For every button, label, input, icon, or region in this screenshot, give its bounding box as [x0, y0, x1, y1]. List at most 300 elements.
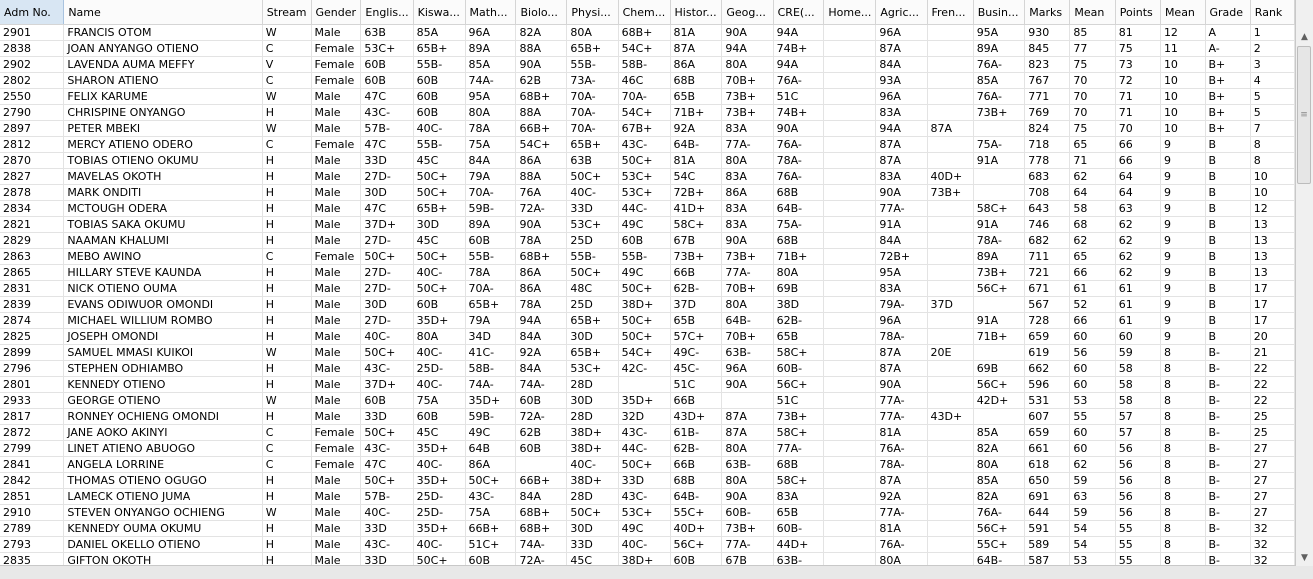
table-row[interactable]	[0, 249, 1295, 265]
table-cell[interactable]: 51C	[773, 89, 824, 105]
table-cell[interactable]: W	[262, 345, 311, 361]
table-cell[interactable]: 70B+	[722, 329, 773, 345]
table-cell[interactable]: 2838	[0, 41, 64, 57]
table-row[interactable]	[0, 217, 1295, 233]
table-cell[interactable]	[516, 457, 567, 473]
table-cell[interactable]: 75A	[465, 137, 516, 153]
table-cell[interactable]: 40C-	[361, 505, 413, 521]
table-cell[interactable]: 9	[1160, 249, 1205, 265]
table-cell[interactable]: 66B+	[516, 473, 567, 489]
table-cell[interactable]: 8	[1160, 537, 1205, 553]
table-cell[interactable]: 53C+	[567, 217, 618, 233]
table-cell[interactable]: 62B-	[670, 441, 722, 457]
table-cell[interactable]: 92A	[516, 345, 567, 361]
table-cell[interactable]: 43C-	[361, 105, 413, 121]
table-cell[interactable]: B+	[1205, 57, 1250, 73]
table-cell[interactable]: H	[262, 409, 311, 425]
table-cell[interactable]: B-	[1205, 521, 1250, 537]
table-cell[interactable]: 28D	[567, 409, 618, 425]
table-cell[interactable]: Male	[311, 313, 361, 329]
table-cell[interactable]: 2793	[0, 537, 64, 553]
table-cell[interactable]: 56	[1115, 505, 1160, 521]
table-row[interactable]	[0, 425, 1295, 441]
table-cell[interactable]: 54C+	[618, 345, 670, 361]
table-cell[interactable]	[824, 489, 876, 505]
table-cell[interactable]: 25D	[567, 297, 618, 313]
table-cell[interactable]	[927, 329, 973, 345]
column-header[interactable]: Adm No.	[0, 0, 64, 25]
table-cell[interactable]: 28D	[567, 489, 618, 505]
table-cell[interactable]	[927, 233, 973, 249]
table-cell[interactable]: 54C+	[516, 137, 567, 153]
table-cell[interactable]: 40D+	[927, 169, 973, 185]
table-cell[interactable]: 50C+	[567, 265, 618, 281]
table-cell[interactable]: 66	[1115, 153, 1160, 169]
table-cell[interactable]: 60B	[516, 441, 567, 457]
table-cell[interactable]: 90A	[722, 377, 773, 393]
table-cell[interactable]: 55B-	[465, 249, 516, 265]
table-cell[interactable]: 57C+	[670, 329, 722, 345]
table-cell[interactable]: 21	[1250, 345, 1294, 361]
table-cell[interactable]	[927, 153, 973, 169]
table-cell[interactable]: 76A-	[973, 505, 1025, 521]
table-cell[interactable]: 53C+	[567, 361, 618, 377]
table-cell[interactable]: 65B+	[413, 41, 465, 57]
table-cell[interactable]: 74A-	[465, 377, 516, 393]
table-cell[interactable]: C	[262, 41, 311, 57]
table-cell[interactable]: 35D+	[413, 473, 465, 489]
table-cell[interactable]: 60B	[413, 297, 465, 313]
table-cell[interactable]: H	[262, 105, 311, 121]
table-cell[interactable]: 2799	[0, 441, 64, 457]
table-cell[interactable]: 54C	[670, 169, 722, 185]
table-cell[interactable]: 77A-	[722, 137, 773, 153]
table-cell[interactable]: B-	[1205, 537, 1250, 553]
table-cell[interactable]: 88A	[516, 105, 567, 121]
table-cell[interactable]: Male	[311, 281, 361, 297]
table-cell[interactable]: 65B+	[413, 201, 465, 217]
table-cell[interactable]	[927, 249, 973, 265]
table-cell[interactable]: 60B	[465, 233, 516, 249]
table-cell[interactable]: 76A-	[973, 89, 1025, 105]
table-cell[interactable]: 94A	[773, 57, 824, 73]
table-cell[interactable]: 33D	[618, 473, 670, 489]
table-cell[interactable]: 2878	[0, 185, 64, 201]
table-cell[interactable]: 9	[1160, 169, 1205, 185]
table-cell[interactable]: 78A	[465, 121, 516, 137]
table-row[interactable]	[0, 377, 1295, 393]
table-cell[interactable]: 718	[1025, 137, 1070, 153]
table-cell[interactable]: 58	[1115, 361, 1160, 377]
table-cell[interactable]: 2834	[0, 201, 64, 217]
table-cell[interactable]: 45C	[413, 153, 465, 169]
scroll-down-icon[interactable]: ▼	[1301, 552, 1308, 563]
table-cell[interactable]: 659	[1025, 329, 1070, 345]
table-cell[interactable]: 78A-	[973, 233, 1025, 249]
table-cell[interactable]: 80A	[773, 265, 824, 281]
table-cell[interactable]: 55	[1115, 553, 1160, 567]
table-cell[interactable]: 662	[1025, 361, 1070, 377]
table-cell[interactable]: 62	[1115, 217, 1160, 233]
table-cell[interactable]: 49C	[618, 265, 670, 281]
table-cell[interactable]: 13	[1250, 249, 1294, 265]
table-cell[interactable]: 64	[1070, 185, 1115, 201]
table-cell[interactable]: B	[1205, 217, 1250, 233]
table-row[interactable]	[0, 121, 1295, 137]
table-cell[interactable]: 683	[1025, 169, 1070, 185]
table-cell[interactable]: 70A-	[618, 89, 670, 105]
table-cell[interactable]: KENNEDY OTIENO	[64, 377, 262, 393]
table-cell[interactable]: 77A-	[876, 201, 927, 217]
table-cell[interactable]: 95A	[973, 25, 1025, 41]
table-cell[interactable]: 56C+	[973, 281, 1025, 297]
table-cell[interactable]: 88A	[516, 169, 567, 185]
table-cell[interactable]: 83A	[722, 217, 773, 233]
table-cell[interactable]: 82A	[973, 441, 1025, 457]
table-cell[interactable]: 90A	[722, 489, 773, 505]
table-cell[interactable]: 43D+	[670, 409, 722, 425]
table-cell[interactable]: 32D	[618, 409, 670, 425]
table-cell[interactable]: 12	[1160, 25, 1205, 41]
table-cell[interactable]	[824, 361, 876, 377]
table-cell[interactable]: 35D+	[465, 393, 516, 409]
table-cell[interactable]: 70B+	[722, 73, 773, 89]
table-cell[interactable]: 61B-	[670, 425, 722, 441]
table-cell[interactable]: B	[1205, 281, 1250, 297]
table-cell[interactable]: GIFTON OKOTH	[64, 553, 262, 567]
table-cell[interactable]: 80A	[722, 473, 773, 489]
table-cell[interactable]: 77A-	[722, 265, 773, 281]
table-cell[interactable]: 43C-	[618, 489, 670, 505]
table-cell[interactable]: DANIEL OKELLO OTIENO	[64, 537, 262, 553]
table-cell[interactable]: 30D	[567, 521, 618, 537]
table-cell[interactable]: 94A	[773, 25, 824, 41]
table-cell[interactable]	[824, 521, 876, 537]
table-cell[interactable]: 65B+	[567, 313, 618, 329]
column-header[interactable]: Englis...	[361, 0, 413, 25]
table-cell[interactable]: 49C	[618, 217, 670, 233]
table-cell[interactable]: 66B	[670, 265, 722, 281]
table-cell[interactable]	[824, 425, 876, 441]
table-cell[interactable]: 84A	[876, 233, 927, 249]
table-cell[interactable]: W	[262, 393, 311, 409]
table-cell[interactable]: 91A	[876, 217, 927, 233]
table-cell[interactable]	[824, 185, 876, 201]
table-cell[interactable]	[824, 105, 876, 121]
table-cell[interactable]: 75	[1070, 121, 1115, 137]
column-header[interactable]: Mean	[1070, 0, 1115, 25]
table-cell[interactable]: 60B	[361, 73, 413, 89]
table-cell[interactable]: B	[1205, 153, 1250, 169]
table-cell[interactable]: 37D+	[361, 217, 413, 233]
table-cell[interactable]: 2825	[0, 329, 64, 345]
table-cell[interactable]	[824, 73, 876, 89]
table-cell[interactable]: 10	[1160, 73, 1205, 89]
table-cell[interactable]: 65B+	[567, 345, 618, 361]
table-cell[interactable]: Female	[311, 425, 361, 441]
table-cell[interactable]: 8	[1160, 441, 1205, 457]
table-cell[interactable]: 53C+	[618, 505, 670, 521]
table-cell[interactable]: B+	[1205, 121, 1250, 137]
table-cell[interactable]: FELIX KARUME	[64, 89, 262, 105]
table-cell[interactable]: TOBIAS SAKA OKUMU	[64, 217, 262, 233]
table-cell[interactable]: 63B-	[722, 457, 773, 473]
table-cell[interactable]: 71	[1115, 105, 1160, 121]
table-cell[interactable]: 80A	[722, 297, 773, 313]
column-header[interactable]: Home...	[824, 0, 876, 25]
table-cell[interactable]: B-	[1205, 377, 1250, 393]
table-cell[interactable]: 40C-	[413, 377, 465, 393]
table-cell[interactable]: 70A-	[567, 89, 618, 105]
table-cell[interactable]: 10	[1160, 57, 1205, 73]
table-cell[interactable]: 76A-	[773, 137, 824, 153]
table-cell[interactable]: 13	[1250, 217, 1294, 233]
table-cell[interactable]: 90A	[516, 217, 567, 233]
table-row[interactable]	[0, 313, 1295, 329]
table-cell[interactable]: 2910	[0, 505, 64, 521]
table-row[interactable]	[0, 137, 1295, 153]
table-cell[interactable]: 76A-	[773, 169, 824, 185]
table-cell[interactable]: 35D+	[413, 313, 465, 329]
table-cell[interactable]: 47C	[361, 137, 413, 153]
table-cell[interactable]: 25D	[567, 233, 618, 249]
table-cell[interactable]: 42C-	[618, 361, 670, 377]
table-cell[interactable]	[824, 25, 876, 41]
table-cell[interactable]: 2812	[0, 137, 64, 153]
table-cell[interactable]: 8	[1160, 457, 1205, 473]
table-cell[interactable]: Male	[311, 521, 361, 537]
table-cell[interactable]: 90A	[722, 233, 773, 249]
table-cell[interactable]: 62	[1115, 233, 1160, 249]
table-cell[interactable]: 691	[1025, 489, 1070, 505]
table-cell[interactable]: 728	[1025, 313, 1070, 329]
table-cell[interactable]	[824, 393, 876, 409]
table-row[interactable]	[0, 329, 1295, 345]
table-cell[interactable]: H	[262, 489, 311, 505]
table-cell[interactable]: 33D	[567, 537, 618, 553]
table-cell[interactable]: 65	[1070, 137, 1115, 153]
table-cell[interactable]: 86A	[516, 153, 567, 169]
table-cell[interactable]: 59	[1070, 473, 1115, 489]
table-cell[interactable]: 55B-	[567, 57, 618, 73]
table-cell[interactable]: RONNEY OCHIENG OMONDI	[64, 409, 262, 425]
table-cell[interactable]: 73B+	[773, 409, 824, 425]
table-cell[interactable]: 56C+	[973, 521, 1025, 537]
table-cell[interactable]: JANE AOKO AKINYI	[64, 425, 262, 441]
table-cell[interactable]: B-	[1205, 473, 1250, 489]
table-cell[interactable]: 68B+	[516, 89, 567, 105]
table-cell[interactable]	[824, 473, 876, 489]
table-cell[interactable]: 9	[1160, 201, 1205, 217]
table-cell[interactable]: 58C+	[773, 425, 824, 441]
table-cell[interactable]: 58C+	[773, 345, 824, 361]
table-cell[interactable]: 9	[1160, 297, 1205, 313]
table-cell[interactable]	[824, 281, 876, 297]
column-header[interactable]: Points	[1115, 0, 1160, 25]
table-cell[interactable]: 96A	[722, 361, 773, 377]
table-cell[interactable]	[973, 169, 1025, 185]
table-cell[interactable]: Male	[311, 537, 361, 553]
table-cell[interactable]: 37D	[670, 297, 722, 313]
table-cell[interactable]: 60B	[361, 57, 413, 73]
table-cell[interactable]: 40C-	[413, 345, 465, 361]
table-cell[interactable]: 54	[1070, 521, 1115, 537]
table-row[interactable]	[0, 345, 1295, 361]
column-header[interactable]: Stream	[262, 0, 311, 25]
table-cell[interactable]: 65B	[773, 329, 824, 345]
table-cell[interactable]: NICK OTIENO OUMA	[64, 281, 262, 297]
table-cell[interactable]: 71B+	[973, 329, 1025, 345]
table-cell[interactable]: 68B+	[516, 249, 567, 265]
table-cell[interactable]: 33D	[361, 521, 413, 537]
table-cell[interactable]: 22	[1250, 393, 1294, 409]
table-cell[interactable]: 86A	[516, 265, 567, 281]
table-cell[interactable]: 50C+	[567, 505, 618, 521]
table-cell[interactable]	[824, 169, 876, 185]
table-cell[interactable]: TOBIAS OTIENO OKUMU	[64, 153, 262, 169]
table-cell[interactable]: 25D-	[413, 505, 465, 521]
column-header[interactable]: Marks	[1025, 0, 1070, 25]
table-cell[interactable]: 30D	[361, 297, 413, 313]
table-cell[interactable]: 63B	[567, 153, 618, 169]
table-cell[interactable]: A-	[1205, 41, 1250, 57]
table-cell[interactable]: 60B	[413, 105, 465, 121]
table-cell[interactable]: 60B	[413, 89, 465, 105]
table-cell[interactable]: 51C	[670, 377, 722, 393]
table-cell[interactable]: 50C+	[618, 329, 670, 345]
column-header[interactable]: Biolo...	[516, 0, 567, 25]
table-cell[interactable]: 34D	[465, 329, 516, 345]
table-cell[interactable]: H	[262, 553, 311, 567]
table-cell[interactable]: 10	[1160, 105, 1205, 121]
table-cell[interactable]: 58	[1115, 377, 1160, 393]
column-header[interactable]: Geog...	[722, 0, 773, 25]
table-cell[interactable]: 55B-	[413, 137, 465, 153]
table-cell[interactable]: 73B+	[722, 521, 773, 537]
table-cell[interactable]: 2842	[0, 473, 64, 489]
table-cell[interactable]: 68B+	[516, 505, 567, 521]
table-cell[interactable]: LINET ATIENO ABUOGO	[64, 441, 262, 457]
table-cell[interactable]: 57B-	[361, 489, 413, 505]
table-cell[interactable]: 74A-	[516, 377, 567, 393]
table-cell[interactable]: 68B	[670, 73, 722, 89]
table-cell[interactable]	[824, 345, 876, 361]
table-cell[interactable]: 35D+	[413, 441, 465, 457]
table-cell[interactable]: 95A	[465, 89, 516, 105]
table-cell[interactable]: 50C+	[413, 249, 465, 265]
table-cell[interactable]: 60	[1115, 329, 1160, 345]
table-cell[interactable]: 56	[1070, 345, 1115, 361]
table-cell[interactable]: 65B+	[465, 297, 516, 313]
table-cell[interactable]: H	[262, 377, 311, 393]
column-header[interactable]: Kiswa...	[413, 0, 465, 25]
table-cell[interactable]: 73	[1115, 57, 1160, 73]
table-cell[interactable]: 60	[1070, 361, 1115, 377]
table-cell[interactable]: 58C+	[973, 201, 1025, 217]
table-cell[interactable]	[824, 409, 876, 425]
table-cell[interactable]: 80A	[465, 105, 516, 121]
table-cell[interactable]: B+	[1205, 73, 1250, 89]
table-cell[interactable]: 73B+	[927, 185, 973, 201]
table-cell[interactable]: 94A	[876, 121, 927, 137]
table-cell[interactable]: 2831	[0, 281, 64, 297]
table-cell[interactable]: 5	[1250, 105, 1294, 121]
table-row[interactable]	[0, 153, 1295, 169]
table-cell[interactable]: 80A	[876, 553, 927, 567]
table-cell[interactable]: 81	[1115, 25, 1160, 41]
table-cell[interactable]: 46C	[618, 73, 670, 89]
table-cell[interactable]	[824, 377, 876, 393]
table-cell[interactable]: 85A	[465, 57, 516, 73]
table-cell[interactable]: B-	[1205, 425, 1250, 441]
table-cell[interactable]	[927, 137, 973, 153]
table-cell[interactable]: 57	[1115, 409, 1160, 425]
table-cell[interactable]: 2827	[0, 169, 64, 185]
table-cell[interactable]: 20	[1250, 329, 1294, 345]
table-cell[interactable]: GEORGE OTIENO	[64, 393, 262, 409]
table-cell[interactable]: B	[1205, 265, 1250, 281]
table-cell[interactable]: H	[262, 265, 311, 281]
table-cell[interactable]: 43C-	[361, 361, 413, 377]
table-cell[interactable]: 58C+	[773, 473, 824, 489]
table-cell[interactable]: C	[262, 441, 311, 457]
table-cell[interactable]: 53C+	[618, 185, 670, 201]
table-cell[interactable]: H	[262, 313, 311, 329]
table-cell[interactable]: 59B-	[465, 409, 516, 425]
table-cell[interactable]: B	[1205, 297, 1250, 313]
table-cell[interactable]	[824, 537, 876, 553]
table-cell[interactable]: 27	[1250, 441, 1294, 457]
table-cell[interactable]: 659	[1025, 425, 1070, 441]
table-cell[interactable]: A	[1205, 25, 1250, 41]
table-cell[interactable]: 9	[1160, 329, 1205, 345]
table-cell[interactable]: B+	[1205, 89, 1250, 105]
table-cell[interactable]: 2	[1250, 41, 1294, 57]
table-cell[interactable]	[927, 425, 973, 441]
column-header[interactable]: Gender	[311, 0, 361, 25]
table-cell[interactable]	[927, 441, 973, 457]
table-cell[interactable]: 50C+	[618, 457, 670, 473]
table-cell[interactable]: 74A-	[516, 537, 567, 553]
column-header[interactable]: CRE(...	[773, 0, 824, 25]
table-cell[interactable]: H	[262, 537, 311, 553]
table-cell[interactable]: 62B	[516, 73, 567, 89]
table-cell[interactable]: NAAMAN KHALUMI	[64, 233, 262, 249]
table-cell[interactable]: 49C	[465, 425, 516, 441]
table-cell[interactable]: 22	[1250, 377, 1294, 393]
table-cell[interactable]: MAVELAS OKOTH	[64, 169, 262, 185]
table-cell[interactable]: B-	[1205, 441, 1250, 457]
table-cell[interactable]: C	[262, 457, 311, 473]
table-cell[interactable]: 5	[1250, 89, 1294, 105]
table-cell[interactable]	[927, 89, 973, 105]
table-cell[interactable]: 85A	[413, 25, 465, 41]
table-cell[interactable]: 30D	[361, 185, 413, 201]
table-cell[interactable]: 40C-	[413, 265, 465, 281]
table-cell[interactable]: 87A	[876, 41, 927, 57]
table-cell[interactable]: 50C+	[465, 473, 516, 489]
table-cell[interactable]: 72B+	[670, 185, 722, 201]
table-cell[interactable]: 48C	[567, 281, 618, 297]
table-cell[interactable]: 68B+	[618, 25, 670, 41]
table-cell[interactable]: 44C-	[618, 441, 670, 457]
table-cell[interactable]: 90A	[773, 121, 824, 137]
table-row[interactable]	[0, 457, 1295, 473]
table-cell[interactable]	[824, 201, 876, 217]
table-cell[interactable]: 32	[1250, 553, 1294, 567]
table-cell[interactable]: 27D-	[361, 281, 413, 297]
table-cell[interactable]: 2841	[0, 457, 64, 473]
